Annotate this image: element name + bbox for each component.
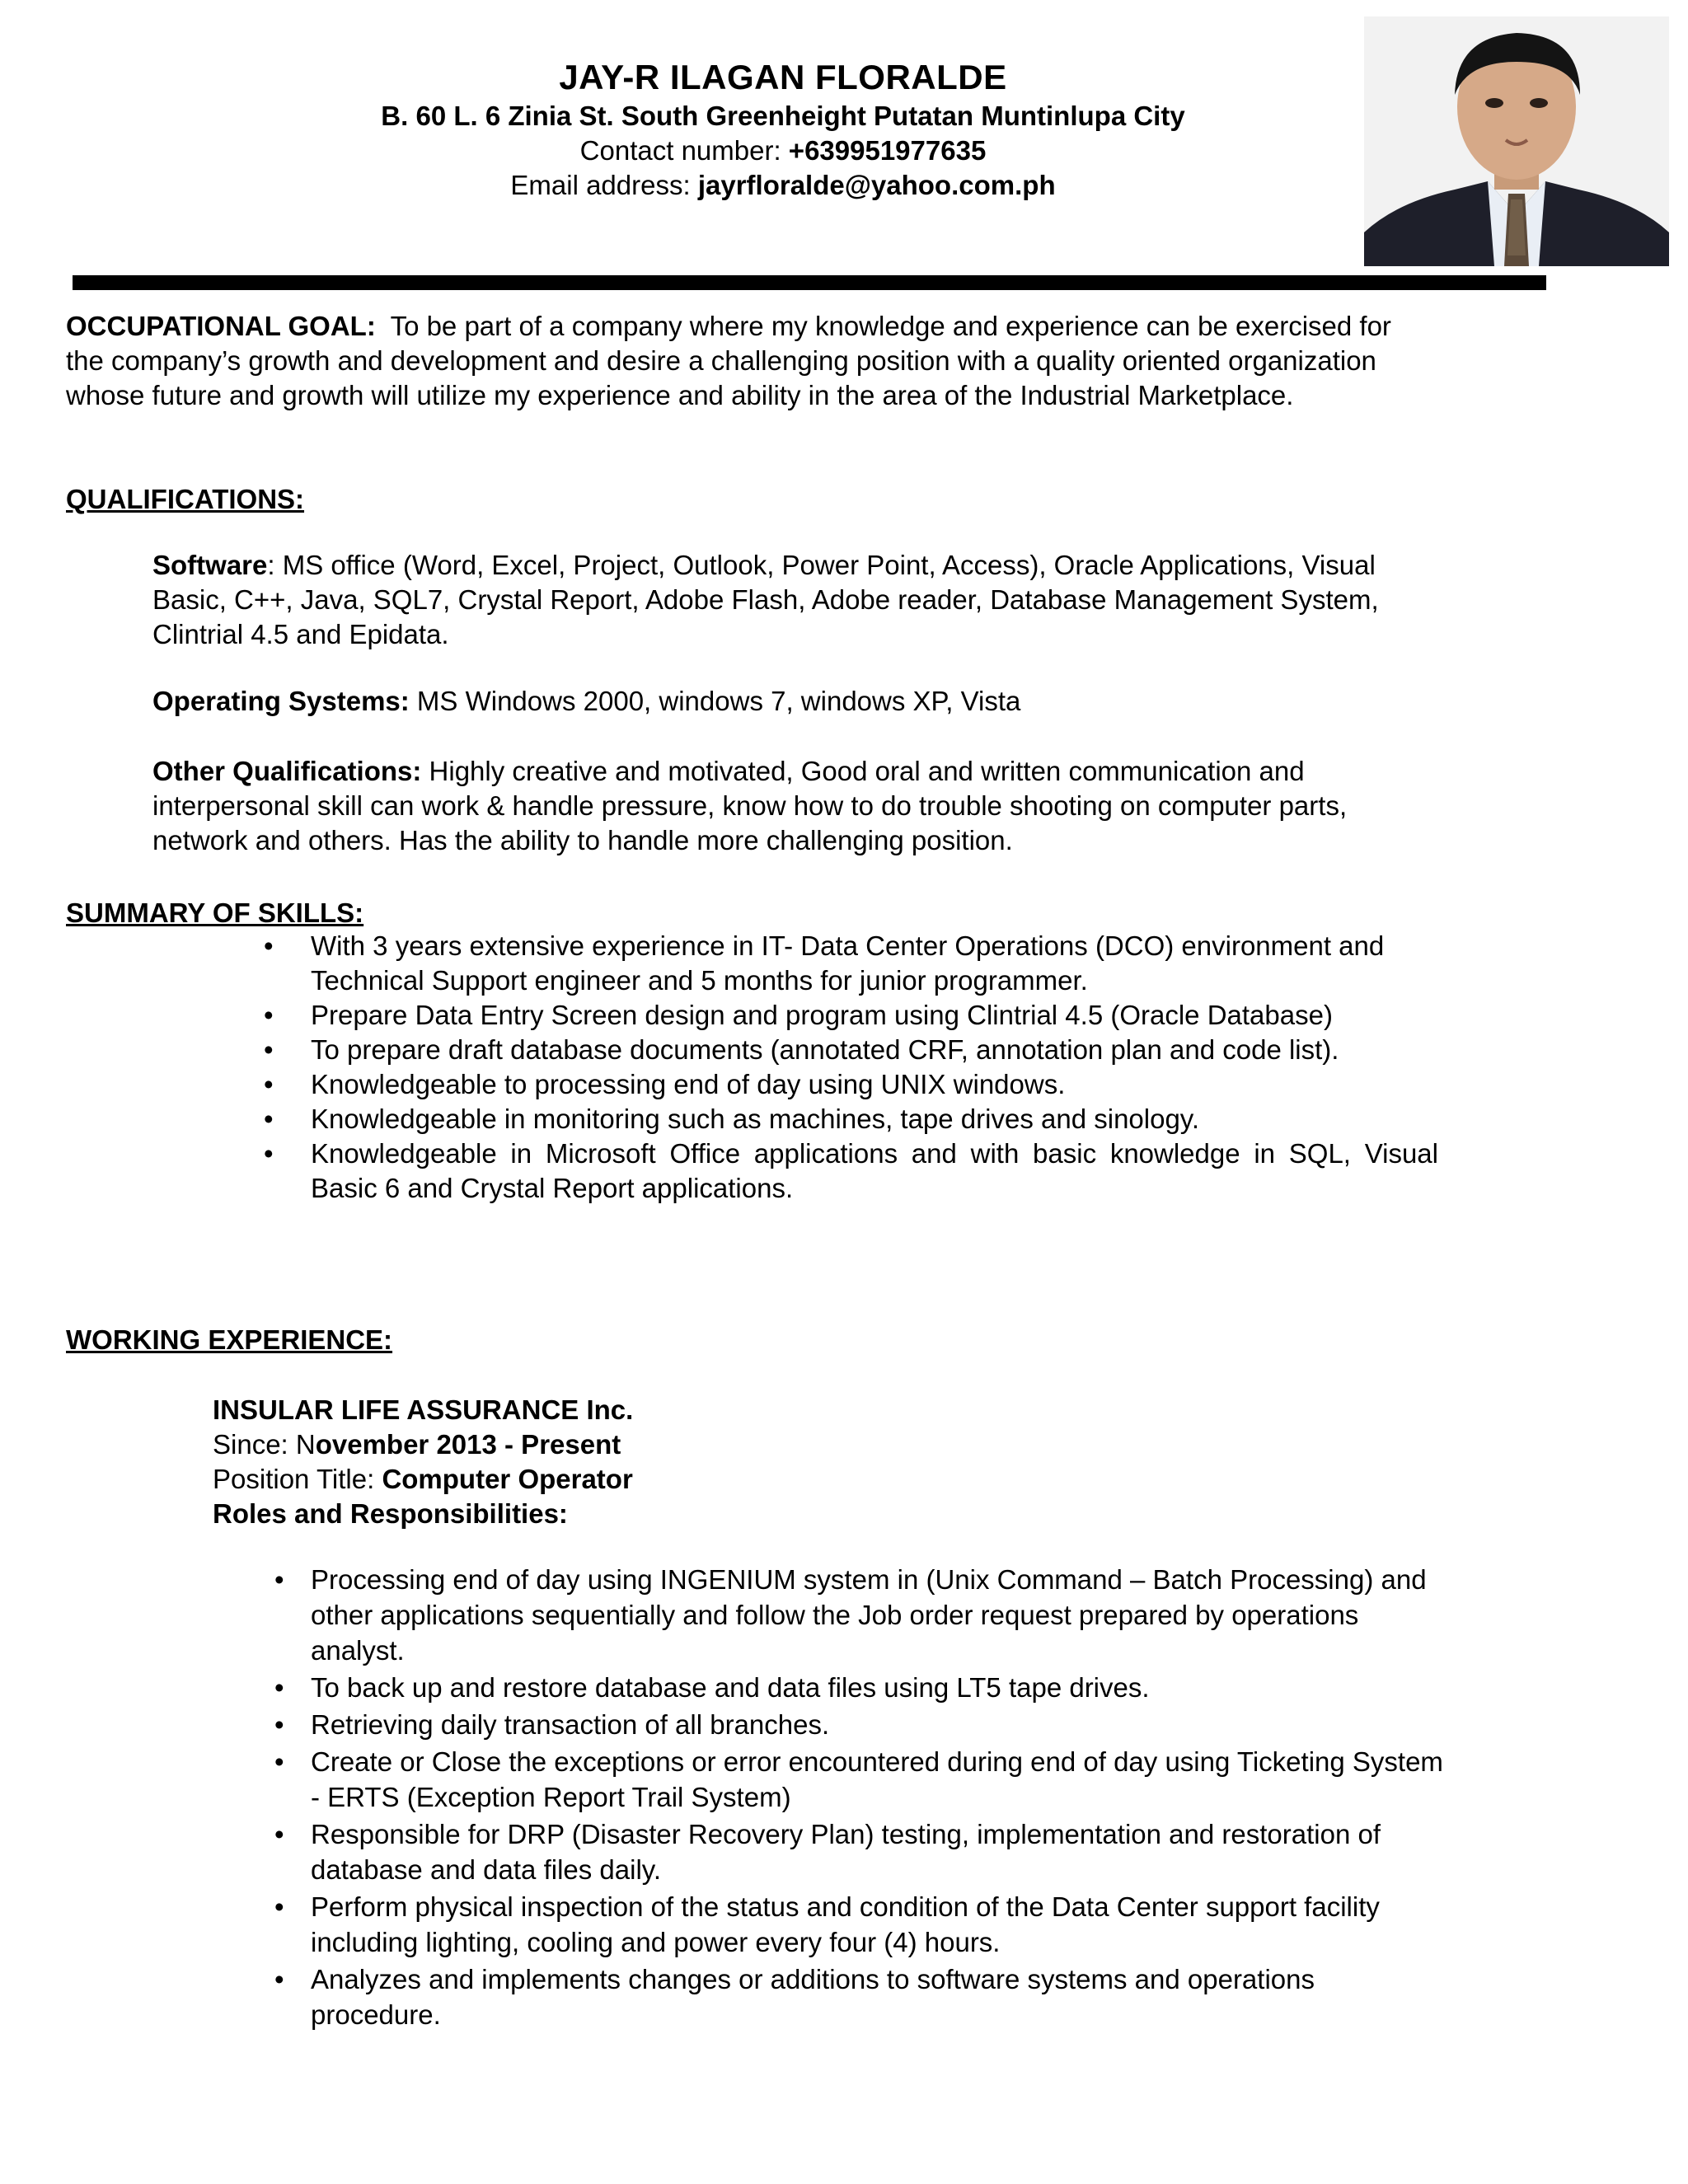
skills-list [264, 929, 1438, 1206]
applicant-photo [1364, 16, 1669, 266]
since-label: Since: N [213, 1429, 316, 1460]
list-item [274, 1744, 1445, 1815]
software-text: : MS office (Word, Excel, Project, Outlook, Power Point, Access), Oracle Applications, Visual Basic, C++, Java, SQL7, Crystal Report, Adobe Flash, Adobe reader, Database Management System, Clintrial 4.5 and Epidata. [152, 550, 1379, 649]
bullet-icon: • [274, 1564, 284, 1595]
experience-heading: WORKING EXPERIENCE: [66, 1324, 393, 1355]
role-text: Perform physical inspection of the status and condition of the Data Center support facility including lighting, cooling and power every four (4) hours. [311, 1891, 1380, 1957]
bullet-icon: • [274, 1964, 284, 1994]
bullet-icon: • [274, 1709, 284, 1740]
bullet-icon: • [264, 1000, 274, 1030]
skill-text: Prepare Data Entry Screen design and program using Clintrial 4.5 (Oracle Database) [311, 1000, 1333, 1030]
employment-period [213, 1427, 633, 1462]
bullet-icon: • [274, 1746, 284, 1777]
bullet-icon: • [264, 1138, 274, 1169]
portrait-image [1364, 16, 1669, 266]
bullet-icon: • [274, 1672, 284, 1703]
roles-list [274, 1562, 1445, 2034]
header-divider [73, 275, 1546, 290]
list-item [264, 998, 1438, 1033]
occupational-goal [66, 309, 1426, 413]
position-value: Computer Operator [382, 1464, 633, 1494]
skill-text: Knowledgeable in Microsoft Office applications and with basic knowledge in SQL, Visual Basic 6 and Crystal Report applications. [311, 1138, 1438, 1203]
list-item [264, 1033, 1438, 1067]
os-qualification [152, 684, 1438, 719]
company-name: INSULAR LIFE ASSURANCE Inc. [213, 1394, 634, 1425]
role-text: Processing end of day using INGENIUM system in (Unix Command – Batch Processing) and other applications sequentially and follow the Job order request prepared by operations analyst. [311, 1564, 1427, 1666]
skill-text: Knowledgeable to processing end of day using UNIX windows. [311, 1069, 1066, 1099]
job-entry [213, 1393, 633, 1531]
resume-header [247, 56, 1319, 203]
list-item [274, 1670, 1445, 1705]
software-label: Software [152, 550, 268, 580]
software-qualification [152, 548, 1438, 652]
bullet-icon: • [274, 1891, 284, 1922]
role-text: Retrieving daily transaction of all branches. [311, 1709, 830, 1740]
role-text: Responsible for DRP (Disaster Recovery Plan) testing, implementation and restoration of database and data files daily. [311, 1819, 1381, 1885]
goal-label: OCCUPATIONAL GOAL: [66, 311, 376, 341]
other-text: Highly creative and motivated, Good oral and written communication and interpersonal skill can work & handle pressure, know how to do trouble shooting on computer parts, network and others. Has the ability to handle more challenging position. [152, 756, 1348, 855]
list-item [264, 929, 1438, 998]
skills-heading: SUMMARY OF SKILLS: [66, 898, 364, 928]
bullet-icon: • [264, 1069, 274, 1099]
bullet-icon: • [264, 930, 274, 961]
since-value: ovember 2013 - Present [315, 1429, 621, 1460]
list-item [264, 1102, 1438, 1137]
goal-text: To be part of a company where my knowledge and experience can be exercised for the company’s growth and development and desire a challenging position with a quality oriented organization whose future and growth will utilize my experience and ability in the area of the Industrial Marketplace. [66, 311, 1391, 410]
list-item [274, 1816, 1445, 1887]
contact-label: Contact number: [579, 135, 789, 166]
role-text: Create or Close the exceptions or error encountered during end of day using Ticketing System - ERTS (Exception Report Trail System) [311, 1746, 1443, 1812]
list-item [274, 1562, 1445, 1668]
list-item [274, 1961, 1445, 2032]
bullet-icon: • [264, 1034, 274, 1065]
skill-text: With 3 years extensive experience in IT- Data Center Operations (DCO) environment and Technical Support engineer and 5 months for junior programmer. [311, 930, 1385, 996]
other-label: Other Qualifications: [152, 756, 422, 786]
email-label: Email address: [510, 170, 698, 200]
email-line [247, 168, 1319, 203]
position-title [213, 1462, 633, 1497]
contact-number: +639951977635 [788, 135, 987, 166]
contact-number-line [247, 134, 1319, 168]
list-item [264, 1067, 1438, 1102]
skill-text: Knowledgeable in monitoring such as machines, tape drives and sinology. [311, 1104, 1200, 1134]
roles-heading: Roles and Responsibilities: [213, 1498, 568, 1529]
role-text: Analyzes and implements changes or additions to software systems and operations procedure. [311, 1964, 1315, 2030]
list-item [274, 1707, 1445, 1742]
position-label: Position Title: [213, 1464, 382, 1494]
bullet-icon: • [264, 1104, 274, 1134]
qualifications-heading: QUALIFICATIONS: [66, 484, 305, 514]
home-address: B. 60 L. 6 Zinia St. South Greenheight Putatan Muntinlupa City [381, 101, 1185, 131]
os-label: Operating Systems: [152, 686, 410, 716]
bullet-icon: • [274, 1819, 284, 1849]
email-address: jayrfloralde@yahoo.com.ph [697, 170, 1056, 200]
other-qualification [152, 754, 1438, 858]
list-item [264, 1137, 1438, 1206]
role-text: To back up and restore database and data files using LT5 tape drives. [311, 1672, 1150, 1703]
list-item [274, 1889, 1445, 1960]
applicant-name: JAY-R ILAGAN FLORALDE [559, 58, 1007, 96]
os-text: MS Windows 2000, windows 7, windows XP, Vista [409, 686, 1021, 716]
skill-text: To prepare draft database documents (annotated CRF, annotation plan and code list). [311, 1034, 1339, 1065]
